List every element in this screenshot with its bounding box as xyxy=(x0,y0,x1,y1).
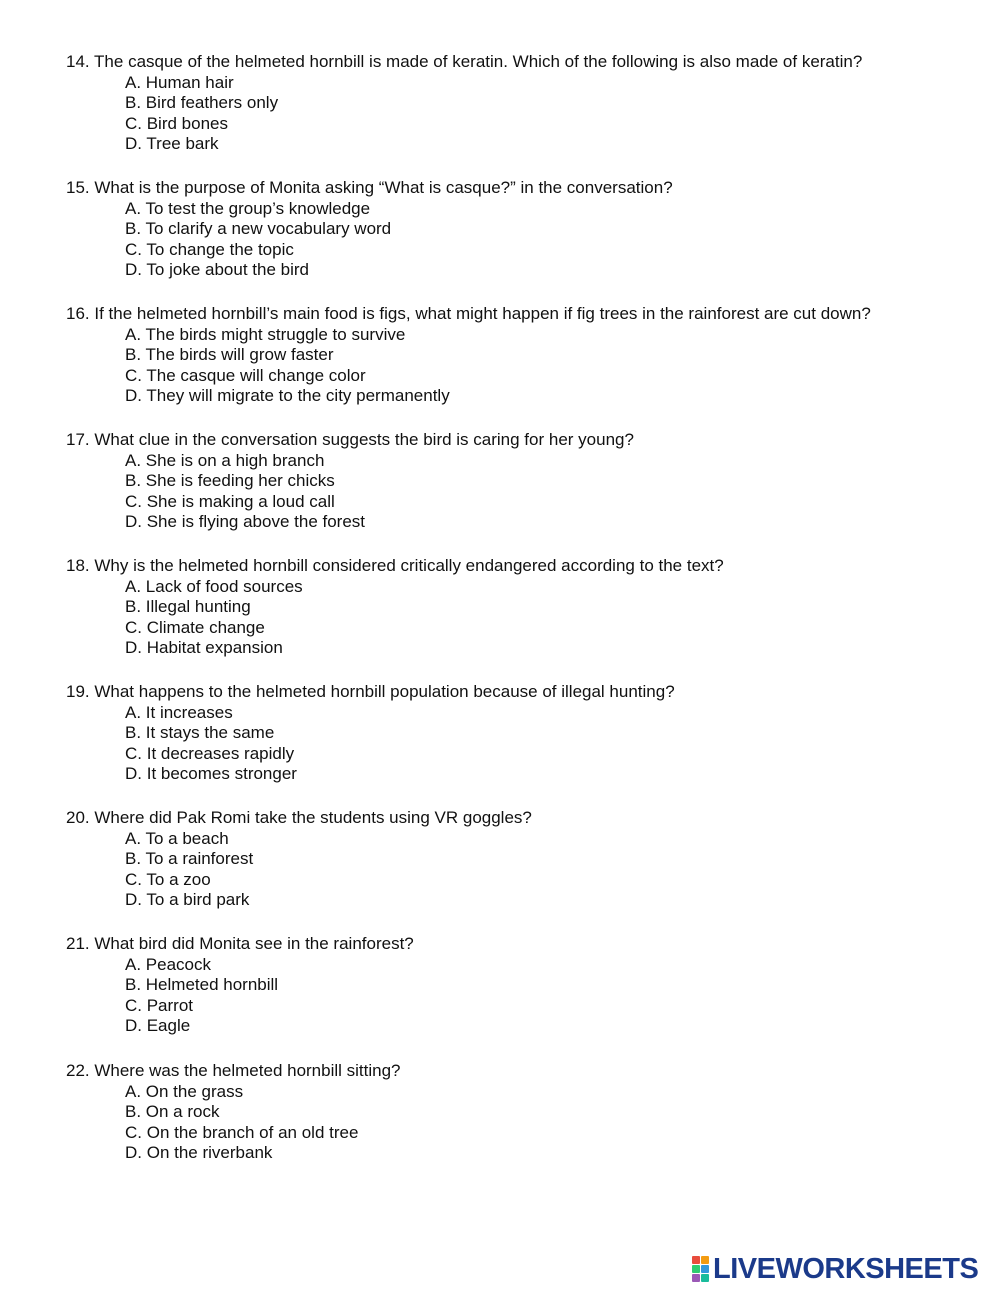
option-a: A. It increases xyxy=(125,702,233,722)
logo-block xyxy=(692,1256,700,1264)
logo-block xyxy=(701,1274,709,1282)
question-19 xyxy=(66,682,966,785)
option-b: B. The birds will grow faster xyxy=(125,345,334,365)
question-text: 17. What clue in the conversation suggests the bird is caring for her young? xyxy=(66,430,634,449)
option-a: A. She is on a high branch xyxy=(125,450,325,470)
liveworksheets-logo[interactable] xyxy=(692,1253,978,1285)
option-b: B. It stays the same xyxy=(125,723,275,743)
option-c: C. To change the topic xyxy=(125,239,294,259)
question-text: 22. Where was the helmeted hornbill sitting? xyxy=(66,1061,401,1080)
question-16 xyxy=(66,304,966,407)
question-17 xyxy=(66,430,966,533)
answer-options xyxy=(66,829,966,911)
option-d: D. It becomes stronger xyxy=(125,764,297,784)
logo-blocks-icon xyxy=(692,1256,709,1282)
answer-options xyxy=(66,955,966,1037)
option-a: A. Peacock xyxy=(125,954,211,974)
question-15 xyxy=(66,178,966,281)
option-c: C. On the branch of an old tree xyxy=(125,1122,359,1142)
option-d: D. They will migrate to the city permanently xyxy=(125,386,450,406)
answer-options xyxy=(66,73,966,155)
question-text: 21. What bird did Monita see in the rainforest? xyxy=(66,934,414,953)
logo-block xyxy=(692,1265,700,1273)
option-a: A. Lack of food sources xyxy=(125,576,303,596)
option-c: C. Bird bones xyxy=(125,113,228,133)
option-c: C. The casque will change color xyxy=(125,365,366,385)
question-text: 16. If the helmeted hornbill’s main food is figs, what might happen if fig trees in the rainforest are cut down? xyxy=(66,304,871,323)
option-d: D. On the riverbank xyxy=(125,1143,273,1163)
option-c: C. She is making a loud call xyxy=(125,491,335,511)
option-c: C. Parrot xyxy=(125,995,194,1015)
option-b: B. On a rock xyxy=(125,1102,220,1122)
option-d: D. Eagle xyxy=(125,1016,191,1036)
option-a: A. The birds might struggle to survive xyxy=(125,324,406,344)
option-a: A. To test the group’s knowledge xyxy=(125,198,371,218)
option-a: A. On the grass xyxy=(125,1081,244,1101)
option-c: C. Climate change xyxy=(125,617,265,637)
option-b: B. Bird feathers only xyxy=(125,93,279,113)
answer-options xyxy=(66,451,966,533)
answer-options xyxy=(66,199,966,281)
option-b: B. She is feeding her chicks xyxy=(125,471,335,491)
option-b: B. Illegal hunting xyxy=(125,597,251,617)
option-d: D. Habitat expansion xyxy=(125,638,283,658)
answer-options xyxy=(66,325,966,407)
answer-options xyxy=(66,577,966,659)
question-text: 19. What happens to the helmeted hornbill population because of illegal hunting? xyxy=(66,682,675,701)
question-22 xyxy=(66,1061,966,1164)
option-c: C. To a zoo xyxy=(125,869,211,889)
option-a: A. To a beach xyxy=(125,828,229,848)
answer-options xyxy=(66,1082,966,1164)
question-14 xyxy=(66,52,966,155)
answer-options xyxy=(66,703,966,785)
option-d: D. To a bird park xyxy=(125,890,250,910)
question-21 xyxy=(66,934,966,1037)
option-b: B. To clarify a new vocabulary word xyxy=(125,219,392,239)
logo-block xyxy=(701,1256,709,1264)
logo-text: LIVEWORKSHEETS xyxy=(713,1252,979,1285)
option-b: B. Helmeted hornbill xyxy=(125,975,279,995)
option-d: D. To joke about the bird xyxy=(125,260,309,280)
option-a: A. Human hair xyxy=(125,72,234,92)
question-text: 18. Why is the helmeted hornbill considered critically endangered according to the text? xyxy=(66,556,724,575)
question-text: 15. What is the purpose of Monita asking “What is casque?” in the conversation? xyxy=(66,178,673,197)
option-b: B. To a rainforest xyxy=(125,849,254,869)
question-text: 20. Where did Pak Romi take the students using VR goggles? xyxy=(66,808,532,827)
logo-block xyxy=(701,1265,709,1273)
option-d: D. She is flying above the forest xyxy=(125,512,366,532)
logo-block xyxy=(692,1274,700,1282)
question-20 xyxy=(66,808,966,911)
option-d: D. Tree bark xyxy=(125,134,219,154)
option-c: C. It decreases rapidly xyxy=(125,743,295,763)
question-text: 14. The casque of the helmeted hornbill is made of keratin. Which of the following is also made of keratin? xyxy=(66,52,863,71)
question-18 xyxy=(66,556,966,659)
